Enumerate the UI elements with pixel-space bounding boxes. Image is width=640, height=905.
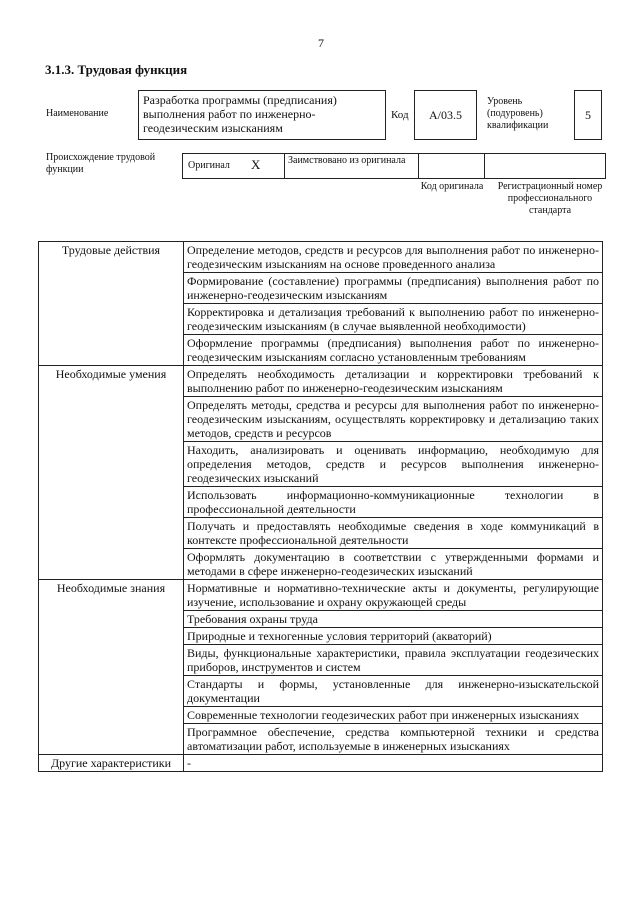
item-cell: Виды, функциональные характеристики, правила эксплуатации геодезических приборов, инструментов и систем bbox=[184, 645, 603, 676]
table-row bbox=[39, 755, 603, 772]
category-cell: Другие характеристики bbox=[39, 755, 184, 772]
item-cell: Природные и техногенные условия территорий (акваторий) bbox=[184, 628, 603, 645]
item-cell: Использовать информационно-коммуникационные технологии в профессиональной деятельности bbox=[184, 487, 603, 518]
original-label: Оригинал bbox=[188, 160, 230, 171]
item-cell: Нормативные и нормативно-технические акты и документы, регулирующие изучение, использование и охрану окружающей среды bbox=[184, 580, 603, 611]
item-cell: Определять необходимость детализации и корректировки требований к выполнению работ по инженерно-геодезическим изысканиям bbox=[184, 366, 603, 397]
page-number: 7 bbox=[318, 36, 324, 50]
item-cell: Находить, анализировать и оценивать информацию, необходимую для определения методов, средств и ресурсов выполнения инженерно-геодезических изысканий bbox=[184, 442, 603, 487]
qualification-level-value: 5 bbox=[574, 90, 602, 140]
item-cell: Оформление программы (предписания) выполнения работ по инженерно-геодезическим изысканиям согласно установленным требованиям bbox=[184, 335, 603, 366]
function-table bbox=[38, 241, 603, 772]
item-cell: Определять методы, средства и ресурсы для выполнения работ по инженерно-геодезическим изысканиям, осуществлять корректировку и детализацию таких методов, средств и ресурсов bbox=[184, 397, 603, 442]
category-cell: Необходимые умения bbox=[39, 366, 184, 580]
item-cell: Современные технологии геодезических работ при инженерных изысканиях bbox=[184, 707, 603, 724]
original-mark: X bbox=[251, 157, 261, 172]
item-cell: Определение методов, средств и ресурсов для выполнения работ по инженерно-геодезическим изысканиям на основе проведенного анализа bbox=[184, 242, 603, 273]
origin-label: Происхождение трудовой функции bbox=[46, 152, 156, 175]
function-name-value: Разработка программы (предписания) выполнения работ по инженерно-геодезическим изысканиям bbox=[138, 90, 386, 140]
category-cell: Трудовые действия bbox=[39, 242, 184, 366]
name-label: Наименование bbox=[46, 108, 109, 119]
item-cell: Получать и предоставлять необходимые сведения в ходе коммуникаций в контексте профессиональной деятельности bbox=[184, 518, 603, 549]
code-caption: Код оригинала bbox=[420, 181, 484, 192]
reg-number-caption: Регистрационный номер профессионального стандарта bbox=[497, 181, 603, 216]
table-row bbox=[39, 242, 603, 273]
item-cell: Программное обеспечение, средства компьютерной техники и средства автоматизации работ, используемые в инженерных изысканиях bbox=[184, 724, 603, 755]
function-code-value: А/03.5 bbox=[414, 90, 477, 140]
item-cell: Стандарты и формы, установленные для инженерно-изыскательской документации bbox=[184, 676, 603, 707]
section-title: 3.1.3. Трудовая функция bbox=[45, 62, 188, 77]
level-label: Уровень (подуровень) квалификации bbox=[487, 96, 549, 131]
item-cell: Формирование (составление) программы (предписания) выполнения работ по инженерно-геодезическим изысканиям bbox=[184, 273, 603, 304]
item-cell: Требования охраны труда bbox=[184, 611, 603, 628]
table-row bbox=[39, 580, 603, 611]
borrowed-label: Заимствовано из оригинала bbox=[288, 155, 406, 166]
item-cell: Оформлять документацию в соответствии с утвержденными формами и методами в сфере инженерно-геодезических изысканий bbox=[184, 549, 603, 580]
category-cell: Необходимые знания bbox=[39, 580, 184, 755]
reg-number-cell bbox=[485, 154, 605, 178]
original-code-cell bbox=[419, 154, 485, 178]
item-cell: Корректировка и детализация требований к выполнению работ по инженерно-геодезическим изысканиям (в случае выявленной необходимости) bbox=[184, 304, 603, 335]
origin-row bbox=[182, 153, 606, 179]
item-cell: - bbox=[184, 755, 603, 772]
code-label: Код bbox=[391, 109, 409, 121]
table-row bbox=[39, 366, 603, 397]
